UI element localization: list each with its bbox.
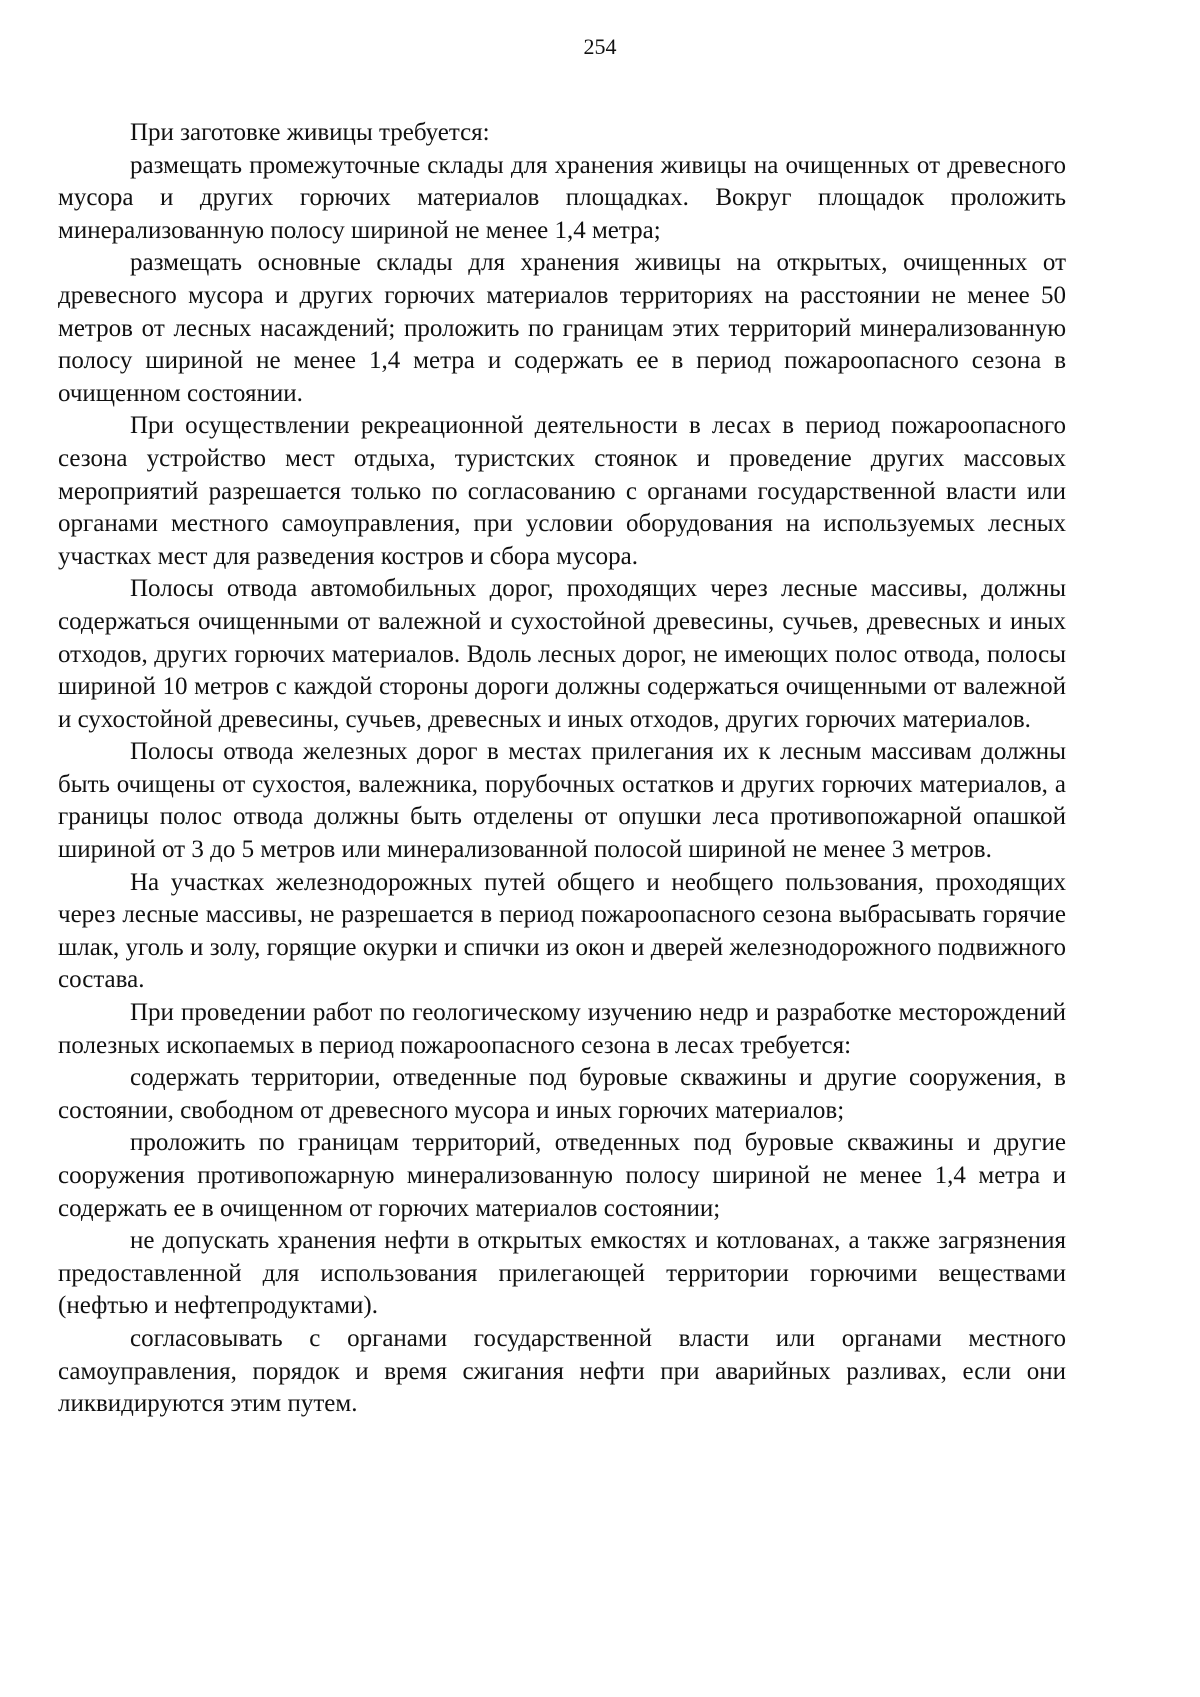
paragraph-oil-storage: не допускать хранения нефти в открытых емкостях и котлованах, а также загрязнения предоставленной для использования прилегающей территории горючими веществами (нефтью и нефтепродуктами). [58,1227,1066,1320]
paragraph-railway-tracks: На участках железнодорожных путей общего и необщего пользования, проходящих через лесные массивы, не разрешается в период пожароопасного сезона выбрасывать горячие шлак, уголь и золу, горящие окурки и спички из окон и дверей железнодорожного подвижного состава. [58,868,1066,994]
paragraph-intermediate-warehouses: размещать промежуточные склады для хранения живицы на очищенных от древесного мусора и других горючих материалов площадках. Вокруг площадок проложить минерализованную полосу шириной не менее 1,4 метра; [58,151,1066,244]
paragraph-mineralized-strip: проложить по границам территорий, отведенных под буровые скважины и другие сооружения противопожарную минерализованную полосу шириной не менее 1,4 метра и содержать ее в очищенном от горючих материалов состоянии; [58,1129,1066,1222]
paragraph-road-strips: Полосы отвода автомобильных дорог, проходящих через лесные массивы, должны содержаться очищенными от валежной и сухостойной древесины, сучьев, древесных и иных отходов, других горючих материалов. Вдоль лесных дорог, не имеющих полос отвода, полосы шириной 10 метров с каждой стороны дороги должны содержаться очищенными от валежной и сухостойной древесины, сучьев, древесных и иных отходов, других горючих материалов. [58,575,1066,733]
paragraph-recreation: При осуществлении рекреационной деятельности в лесах в период пожароопасного сезона устройство мест отдыха, туристских стоянок и проведение других массовых мероприятий разрешается только по согласованию с органами государственной власти или органами местного самоуправления, при условии оборудования на используемых лесных участках мест для разведения костров и сбора мусора. [58,412,1066,570]
paragraph-geology-intro: При проведении работ по геологическому изучению недр и разработке месторождений полезных ископаемых в период пожароопасного сезона в лесах требуется: [58,999,1066,1059]
page-number: 254 [583,34,617,59]
document-body [58,117,1066,1421]
paragraph-railway-strips: Полосы отвода железных дорог в местах прилегания их к лесным массивам должны быть очищены от сухостоя, валежника, порубочных остатков и других горючих материалов, а границы полос отвода должны быть отделены от опушки леса противопожарной опашкой шириной от 3 до 5 метров или минерализованной полосой шириной не менее 3 метров. [58,738,1066,864]
paragraph-oil-burning: согласовывать с органами государственной власти или органами местного самоуправления, порядок и время сжигания нефти при аварийных разливах, если они ликвидируются этим путем. [58,1324,1066,1418]
paragraph-resin-intro: При заготовке живицы требуется: [130,119,490,146]
paragraph-drilling-territories: содержать территории, отведенные под буровые скважины и другие сооружения, в состоянии, свободном от древесного мусора и иных горючих материалов; [58,1064,1066,1124]
paragraph-main-warehouses: размещать основные склады для хранения живицы на открытых, очищенных от древесного мусора и других горючих материалов территориях на расстоянии не менее 50 метров от лесных насаждений; проложить по границам этих территорий минерализованную полосу шириной не менее 1,4 метра и содержать ее в период пожароопасного сезона в очищенном состоянии. [58,249,1066,407]
